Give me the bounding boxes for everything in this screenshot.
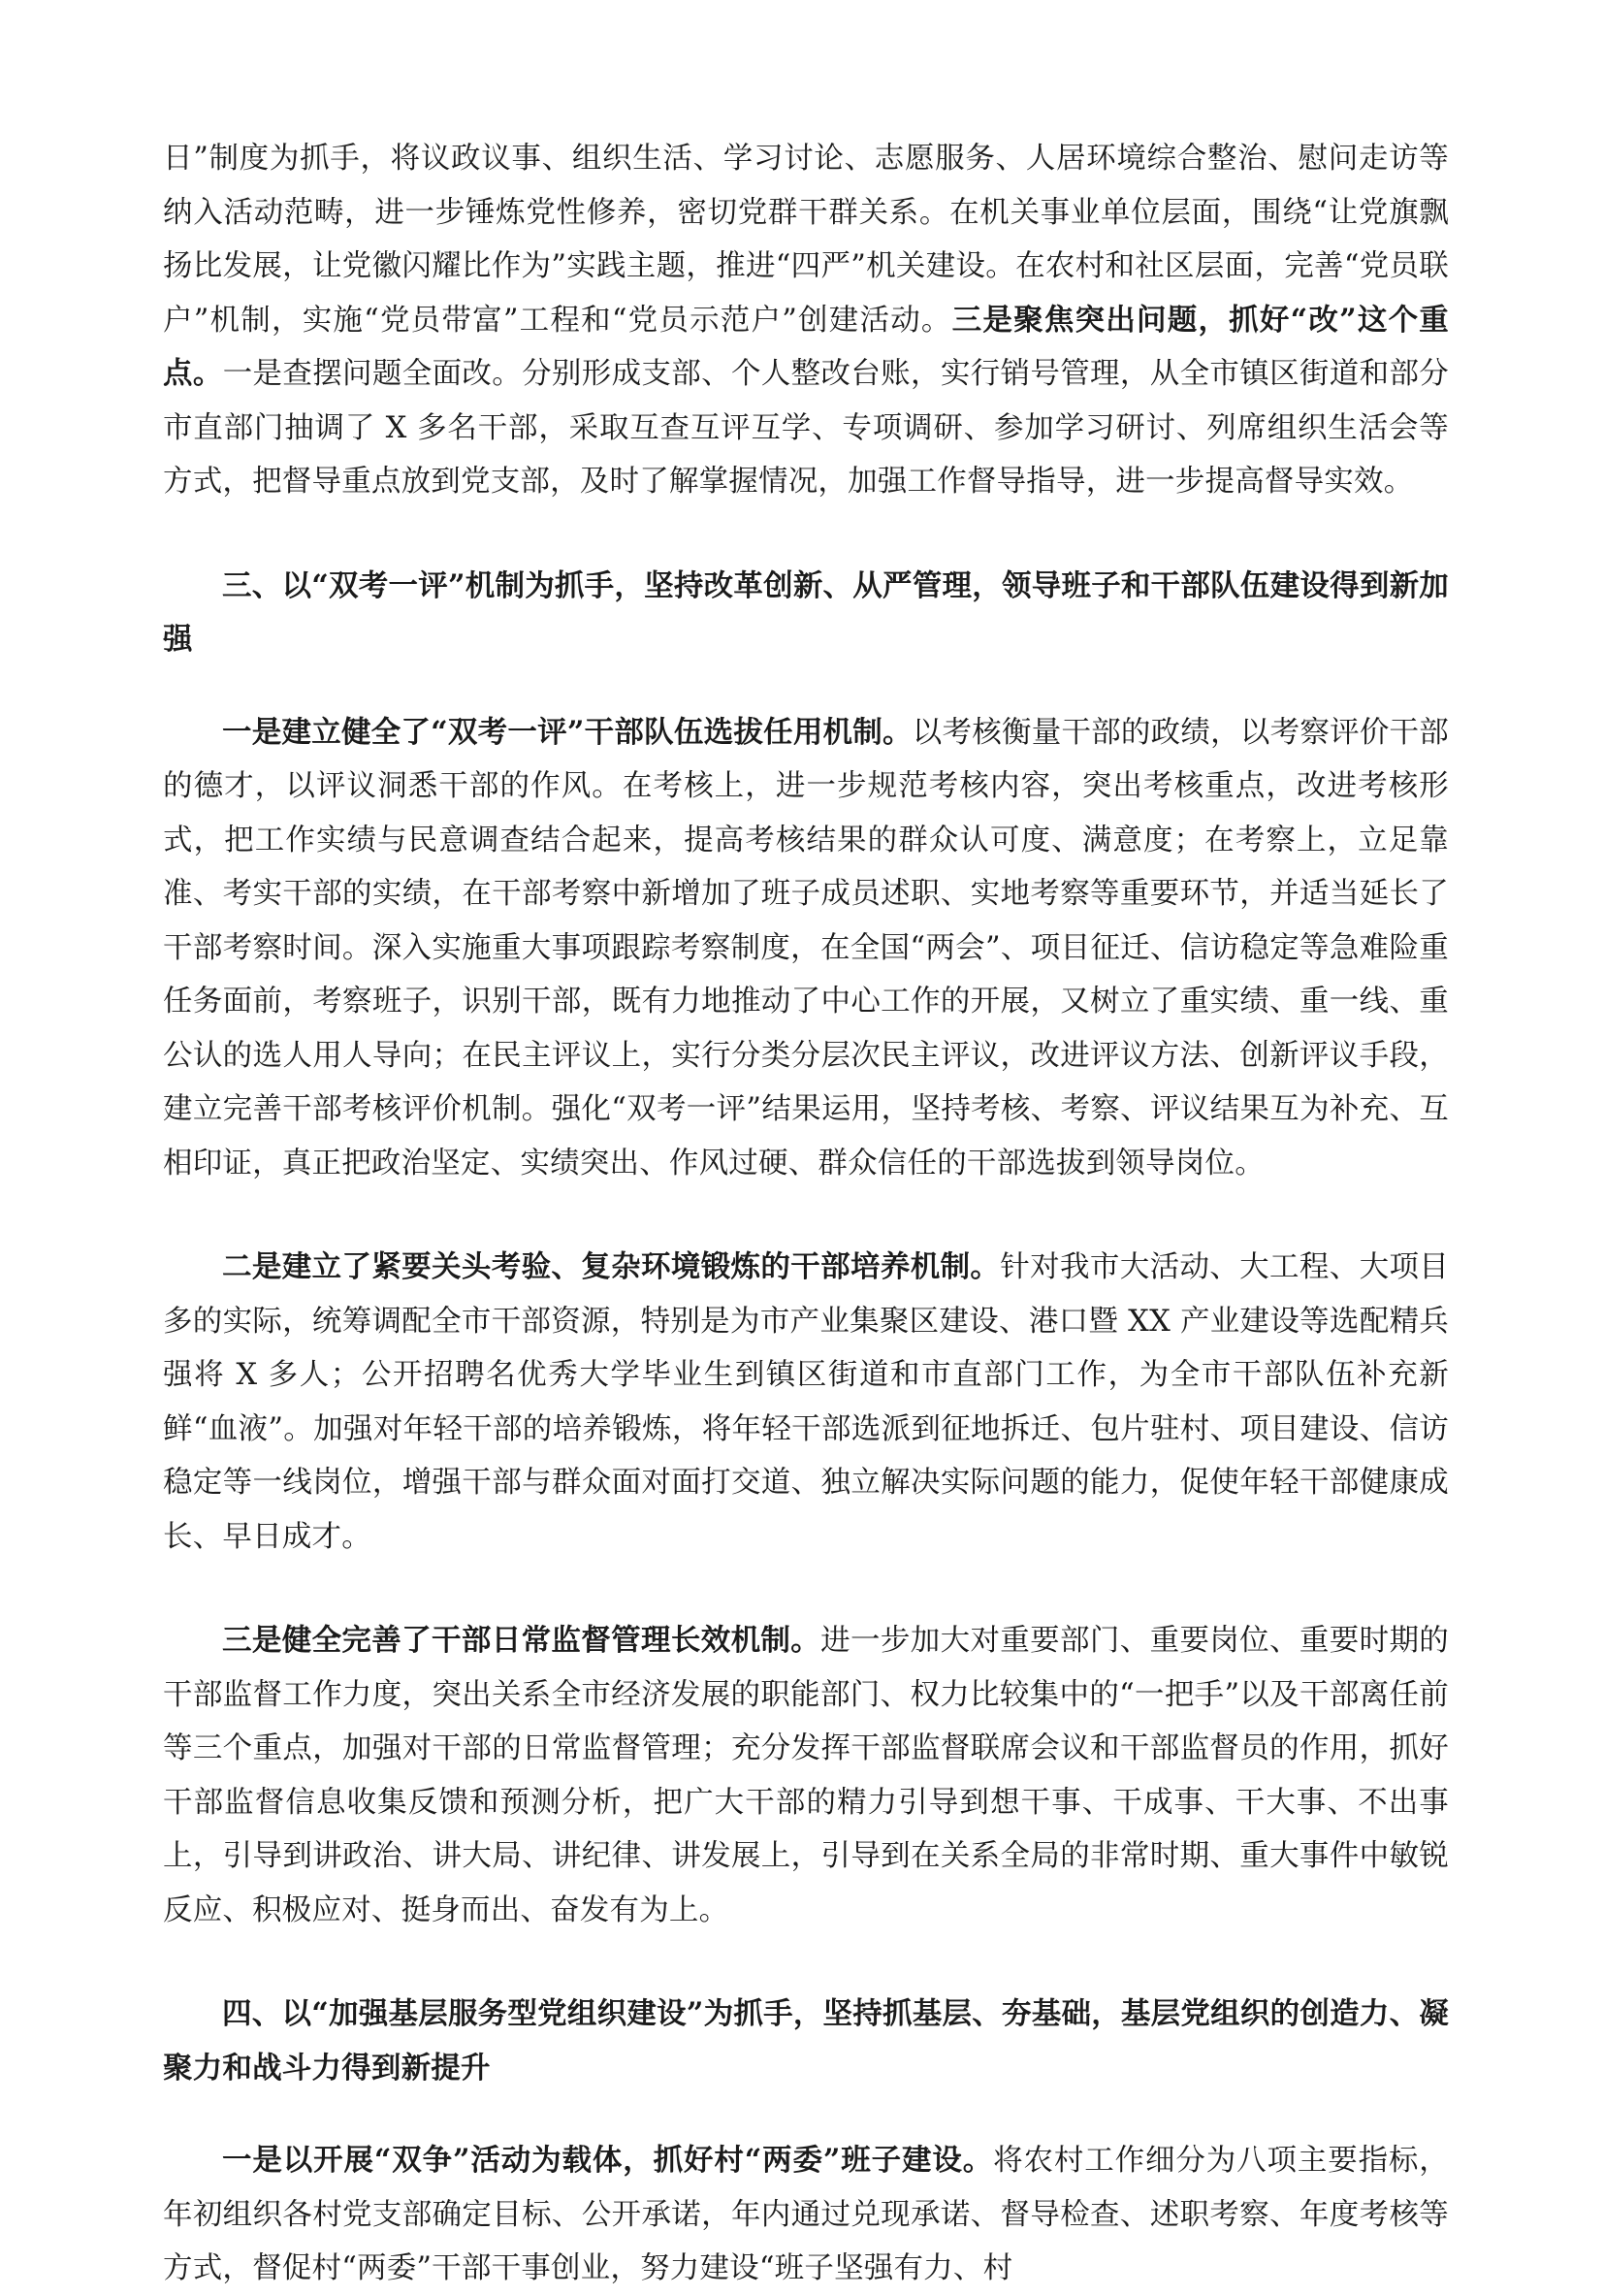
section-heading-four [163, 1988, 1449, 2095]
text-run-normal: 日”制度为抓手，将议政议事、组织生活、学习讨论、志愿服务、人居环境综合整治、慰问走访等纳入活动范畴，进一步锤炼党性修养，密切党群干群关系。在机关事业单位层面，围绕“让党旗飘扬比发展，让党徽闪耀比作为”实践主题，推进“四严”机关建设。在农村和社区层面，完善“党员联户”机制，实施“党员带富”工程和“党员示范户”创建活动。 [163, 142, 1449, 338]
text-run-normal: 一是查摆问题全面改。分别形成支部、个人整改台账，实行销号管理，从全市镇区街道和部分市直部门抽调了 X 多名干部，采取互查互评互学、专项调研、参加学习研讨、列席组织生活会等方式，把督导重点放到党支部，及时了解掌握情况，加强工作督导指导，进一步提高督导实效。 [163, 357, 1449, 499]
text-run-bold: 三是健全完善了干部日常监督管理长效机制。 [222, 1623, 821, 1658]
paragraph-spacer [163, 509, 1449, 560]
text-run-normal: 以考核衡量干部的政绩，以考察评价干部的德才，以评议洞悉干部的作风。在考核上，进一步规范考核内容，突出考核重点，改进考核形式，把工作实绩与民意调查结合起来，提高考核结果的群众认可度、满意度；在考察上，立足靠准、考实干部的实绩，在干部考察中新增加了班子成员述职、实地考察等重要环节，并适当延长了干部考察时间。深入实施重大事项跟踪考察制度，在全国“两会”、项目征迁、信访稳定等急难险重任务面前，考察班子，识别干部，既有力地推动了中心工作的开展，又树立了重实绩、重一线、重公认的选人用人导向；在民主评议上，实行分类分层次民主评议，改进评议方法、创新评议手段，建立完善干部考核评价机制。强化“双考一评”结果运用，坚持考核、考察、评议结果互为补充、互相印证，真正把政治坚定、实绩突出、作风过硬、群众信任的干部选拔到领导岗位。 [163, 715, 1449, 1180]
paragraph-item-two [163, 1241, 1449, 1564]
paragraph-item-one [163, 706, 1449, 1191]
paragraph-spacer [163, 1564, 1449, 1614]
text-run-bold: 一是建立健全了“双考一评”干部队伍选拔任用机制。 [222, 714, 913, 750]
paragraph-continuation [163, 132, 1449, 509]
document-body [163, 132, 1449, 2296]
section-heading-text: 四、以“加强基层服务型党组织建设”为抓手，坚持抓基层、夯基础，基层党组织的创造力、凝聚力和战斗力得到新提升 [163, 1996, 1449, 2086]
paragraph-spacer [163, 1937, 1449, 1988]
text-run-bold: 三是聚焦突出问题，抓好“改”这个重点。 [163, 302, 1449, 391]
text-run-bold: 一是以开展“双争”活动为载体，抓好村“两委”班子建设。 [222, 2143, 994, 2178]
paragraph-item-three [163, 1614, 1449, 1937]
text-run-normal: 针对我市大活动、大工程、大项目多的实际，统筹调配全市干部资源，特别是为市产业集聚区建设、港口暨 XX 产业建设等选配精兵强将 X 多人；公开招聘名优秀大学毕业生到镇区街道和市直部门工作，为全市干部队伍补充新鲜“血液”。加强对年轻干部的培养锻炼，将年轻干部选派到征地拆迁、包片驻村、项目建设、信访稳定等一线岗位，增强干部与群众面对面打交道、独立解决实际问题的能力，促使年轻干部健康成长、早日成才。 [163, 1250, 1450, 1554]
section-heading-text: 三、以“双考一评”机制为抓手，坚持改革创新、从严管理，领导班子和干部队伍建设得到新加强 [163, 567, 1449, 657]
text-run-normal: 进一步加大对重要部门、重要岗位、重要时期的干部监督工作力度，突出关系全市经济发展的职能部门、权力比较集中的“一把手”以及干部离任前等三个重点，加强对干部的日常监督管理；充分发挥干部监督联席会议和干部监督员的作用，抓好干部监督信息收集反馈和预测分析，把广大干部的精力引导到想干事、干成事、干大事、不出事上，引导到讲政治、讲大局、讲纪律、讲发展上，引导到在关系全局的非常时期、重大事件中敏锐反应、积极应对、挺身而出、奋发有为上。 [163, 1624, 1450, 1927]
paragraph-spacer [163, 667, 1449, 706]
text-run-normal: 将农村工作细分为八项主要指标，年初组织各村党支部确定目标、公开承诺，年内通过兑现承诺、督导检查、述职考察、年度考核等方式，督促村“两委”干部干事创业，努力建设“班子坚强有力、村 [163, 2144, 1450, 2285]
text-run-bold: 二是建立了紧要关头考验、复杂环境锻炼的干部培养机制。 [222, 1249, 1001, 1284]
section-heading-three [163, 560, 1449, 667]
paragraph-item-one-section-four [163, 2134, 1449, 2296]
paragraph-spacer [163, 2095, 1449, 2134]
paragraph-spacer [163, 1190, 1449, 1241]
